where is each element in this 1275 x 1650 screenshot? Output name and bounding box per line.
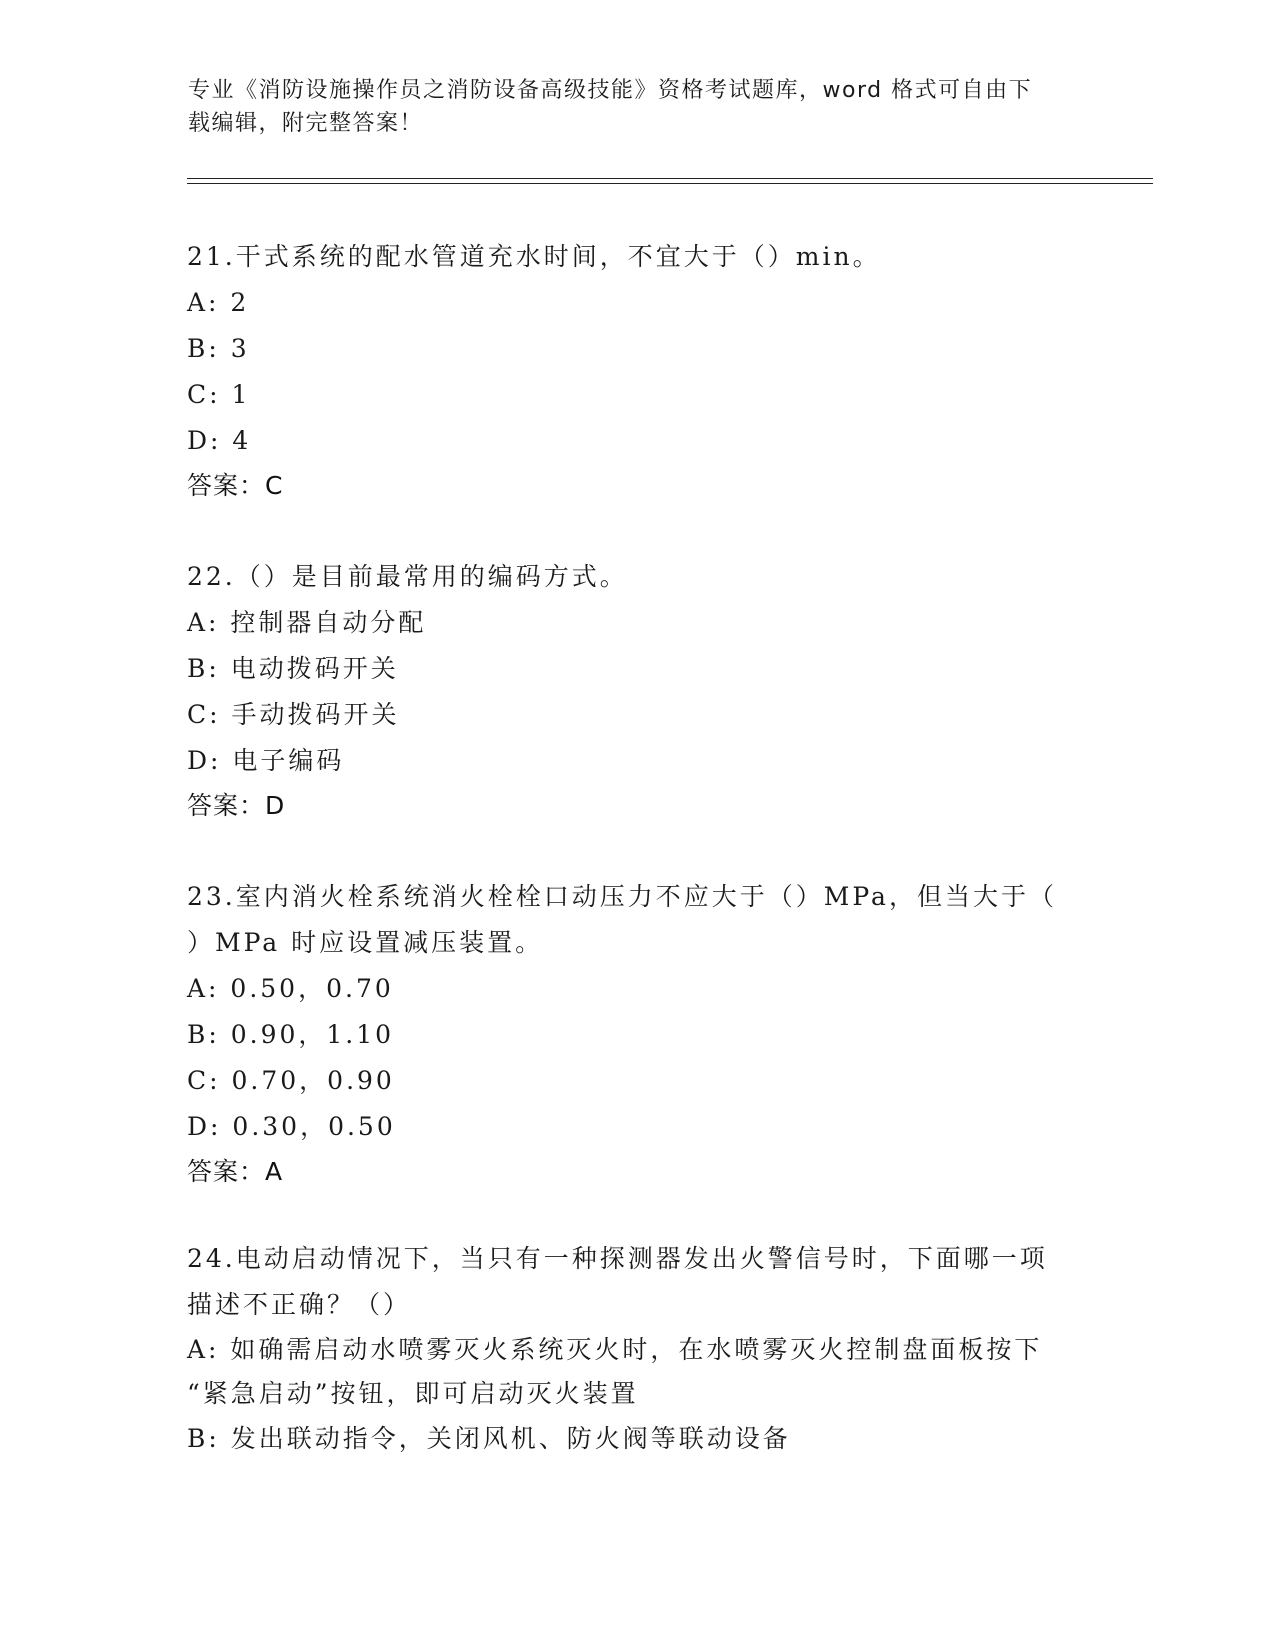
header-divider-bottom xyxy=(187,183,1153,184)
option-a-line-1: A: 如确需启动水喷雾灭火系统灭火时，在水喷雾灭火控制盘面板按下 xyxy=(187,1335,1043,1364)
option-c: C: 1 xyxy=(187,380,251,409)
option-b: B: 3 xyxy=(187,334,250,363)
question-title: 21.干式系统的配水管道充水时间，不宜大于（）min。 xyxy=(187,242,881,271)
option-a: A: 控制器自动分配 xyxy=(187,608,427,637)
option-a-line-2: “紧急启动”按钮，即可启动灭火装置 xyxy=(187,1379,639,1408)
question-23 xyxy=(187,874,1077,1194)
option-b: B: 发出联动指令，关闭风机、防火阀等联动设备 xyxy=(187,1424,791,1453)
header-line-1: 专业《消防设施操作员之消防设备高级技能》资格考试题库，word 格式可自由下 xyxy=(188,78,1033,103)
option-a: A: 2 xyxy=(187,288,250,317)
question-title-line-1: 24.电动启动情况下，当只有一种探测器发出火警信号时，下面哪一项 xyxy=(187,1244,1048,1273)
answer: 答案：D xyxy=(187,791,286,820)
option-d: D: 电子编码 xyxy=(187,746,345,775)
header-divider-top xyxy=(187,178,1153,179)
option-b: B: 0.90，1.10 xyxy=(187,1020,395,1049)
question-24 xyxy=(187,1236,1077,1462)
answer: 答案：A xyxy=(187,1157,284,1186)
question-22 xyxy=(187,554,1077,828)
option-a: A: 0.50，0.70 xyxy=(187,974,394,1003)
option-c: C: 0.70，0.90 xyxy=(187,1066,395,1095)
document-header xyxy=(188,74,1068,140)
answer: 答案：C xyxy=(187,471,284,500)
option-c: C: 手动拨码开关 xyxy=(187,700,400,729)
question-21 xyxy=(187,234,1077,508)
option-d: D: 4 xyxy=(187,426,252,455)
option-b: B: 电动拨码开关 xyxy=(187,654,399,683)
option-d: D: 0.30，0.50 xyxy=(187,1112,396,1141)
question-title-line-1: 23.室内消火栓系统消火栓栓口动压力不应大于（）MPa，但当大于（ xyxy=(187,882,1057,911)
question-title-line-2: ）MPa 时应设置减压装置。 xyxy=(187,928,544,957)
question-title: 22.（）是目前最常用的编码方式。 xyxy=(187,562,628,591)
question-title-line-2: 描述不正确？（） xyxy=(187,1290,412,1319)
header-line-2: 载编辑，附完整答案！ xyxy=(188,111,424,136)
